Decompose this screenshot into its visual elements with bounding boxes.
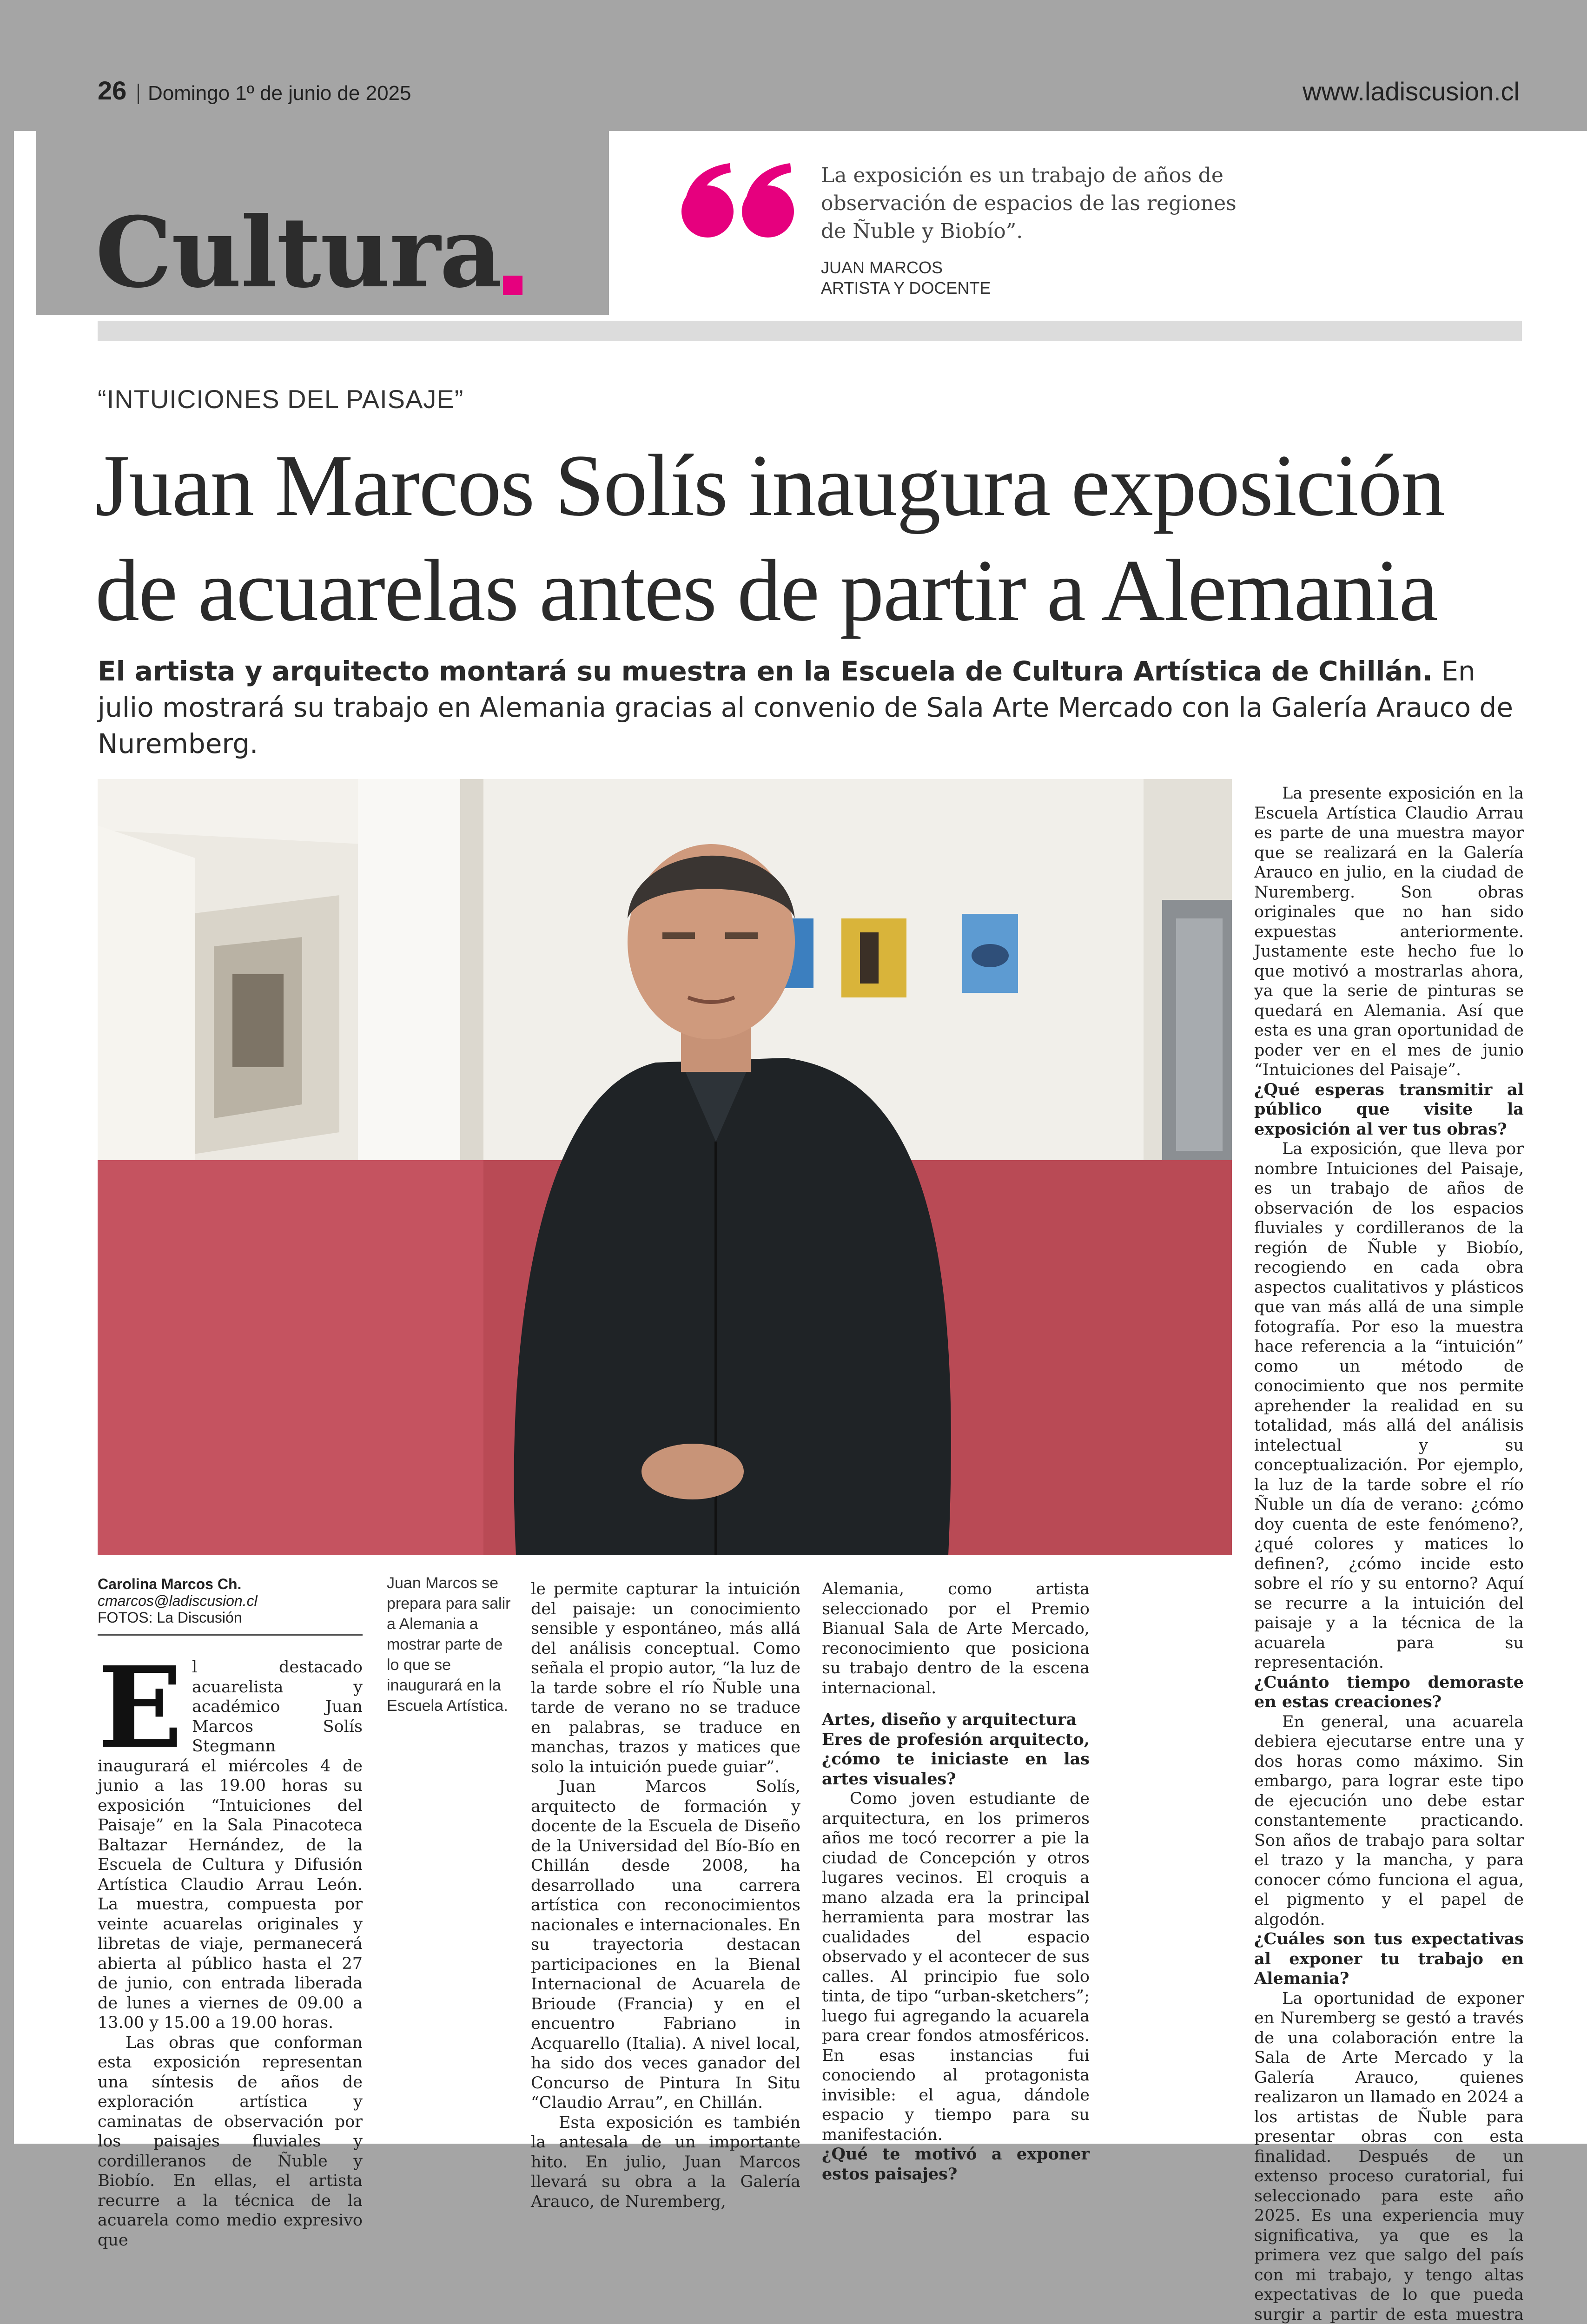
byline-rule — [98, 1634, 363, 1636]
byline — [98, 1576, 363, 1626]
body-paragraph: Esta exposición es también la antesala de un importante hito. En julio, Juan Marcos llevará su obra a la Galería Arauco, de Nuremberg, — [531, 2113, 800, 2212]
subheading: Artes, diseño y arquitectura — [822, 1710, 1090, 1730]
headline-line-2: de acuarelas antes de partir a Alemania — [95, 538, 1574, 643]
body-paragraph: Alemania, como artista seleccionado por el Premio Bianual Sala de Arte Mercado, reconocimiento que posiciona su trabajo dentro de la escena internacional. — [822, 1579, 1090, 1698]
author-email[interactable]: cmarcos@ladiscusion.cl — [98, 1592, 363, 1609]
issue-date: Domingo 1º de junio de 2025 — [148, 82, 411, 105]
site-url: www.ladiscusion.cl — [1303, 76, 1520, 106]
section-title: Cultura — [95, 205, 501, 301]
photo-caption: Juan Marcos se prepara para salir a Alemania a mostrar parte de lo que se inaugurará en la Escuela Artística. — [387, 1573, 512, 1716]
article-headline — [95, 433, 1574, 643]
body-paragraph: La presente exposición en la Escuela Artística Claudio Arrau es parte de una muestra mayor que se realizará en la Galería Arauco en julio, en la ciudad de Nuremberg. Son obras originales que no han sido expuestas anteriormente. Justamente este hecho fue lo que motivó a mostrarlas ahora, ya que la serie de pinturas se quedará en Alemania. Así que esta es una gran oportunidad de poder ver en el mes de junio “Intuiciones del Paisaje”. — [1254, 784, 1524, 1080]
interview-question: ¿Qué te motivó a exponer estos paisajes? — [822, 2145, 1090, 2184]
article-kicker: “INTUICIONES DEL PAISAJE” — [98, 384, 463, 414]
lead-bold: El artista y arquitecto montará su muestra en la Escuela de Cultura Artística de Chillán. — [98, 655, 1433, 687]
quote-mark-icon — [674, 160, 800, 239]
body-paragraph: Las obras que conforman esta exposición representan una síntesis de años de exploración artística y caminatas de observación por los paisajes fluviales y cordilleranos de Ñuble y Biobío. En ellas, el artista recurre a la técnica de la acuarela como medio expresivo que — [98, 2033, 363, 2251]
page-header — [0, 0, 1587, 130]
body-paragraph: La oportunidad de exponer en Nuremberg se gestó a través de una colaboración entre la Sala de Arte Mercado y la Galería Arauco, quienes realizaron un llamado en 2024 a los artistas de Ñuble para presentar obras con esta finalidad. Después de un extenso proceso curatorial, fui seleccionado para este año 2025. Es una experiencia muy significativa, ya que es la primera vez que salgo del país con mi trabajo, y tengo altas expectativas de lo que pueda surgir a partir de esta muestra — [1254, 1989, 1524, 2324]
pull-quote-author-role: ARTISTA Y DOCENTE — [821, 278, 991, 298]
interview-question: ¿Cuánto tiempo demoraste en estas creaciones? — [1254, 1673, 1524, 1712]
drop-cap: E — [98, 1661, 183, 1754]
pull-quote-text: La exposición es un trabajo de años de observación de espacios de las regiones de Ñuble y Biobío”. — [821, 162, 1263, 245]
body-paragraph: Juan Marcos Solís, arquitecto de formación y docente de la Escuela de Diseño de la Universidad del Bío-Bío en Chillán desde 2008, ha desarrollado una carrera artística con reconocimientos nacionales e internacionales. En su trayectoria destacan participaciones en la Bienal Internacional de Acuarela de Brioude (Francia) y en el encuentro Fabriano in Acquarello (Italia). A nivel local, ha sido dos veces ganador del Concurso de Pintura In Situ “Claudio Arrau”, en Chillán. — [531, 1777, 800, 2113]
interview-question: Eres de profesión arquitecto, ¿cómo te iniciaste en las artes visuales? — [822, 1730, 1090, 1789]
article-lead — [98, 653, 1529, 762]
interview-question: ¿Qué esperas transmitir al público que visite la exposición al ver tus obras? — [1254, 1080, 1524, 1140]
lead-rest: En julio mostrará su trabajo en Alemania gracias al convenio de Sala Arte Mercado con la Galería Arauco de Nuremberg. — [98, 655, 1513, 759]
body-column-4 — [1254, 784, 1524, 2324]
header-rule — [98, 321, 1522, 341]
page-number: 26 — [98, 75, 126, 106]
pull-quote-author — [821, 257, 991, 298]
body-paragraph: le permite capturar la intuición del paisaje: un conocimiento sensible y espontáneo, más allá del análisis conceptual. Como señala el propio autor, “la luz de la tarde sobre el río Ñuble una tarde de verano no se traduce en palabras, se traduce en manchas, trazos y matices que solo la intuición puede guiar”. — [531, 1579, 800, 1777]
body-paragraph: En general, una acuarela debiera ejecutarse entre una y dos horas como máximo. Sin embargo, para lograr este tipo de ejecución uno debe estar constantemente practicando. Son años de trabajo para soltar el trazo y la mancha, y para conocer cómo funciona el agua, el pigmento y el papel de algodón. — [1254, 1712, 1524, 1930]
body-column-2 — [531, 1579, 800, 2212]
artist-photo — [98, 779, 1232, 1555]
body-column-1 — [98, 1657, 363, 2250]
body-paragraph: La exposición, que lleva por nombre Intuiciones del Paisaje, es un trabajo de años de observación de los espacios fluviales y cordilleranos de la región de Ñuble y Biobío, recogiendo en cada obra aspectos cualitativos y plásticos que van más allá de una simple fotografía. Por eso la muestra hace referencia a la “intuición” como un método de conocimiento que nos permite aprehender la realidad en su totalidad, más allá del análisis intelectual y su conceptualización. Por ejemplo, la luz de la tarde sobre el río Ñuble un día de verano: ¿cómo doy cuenta de este fenómeno?, ¿qué colores y matices lo definen?, ¿cómo incide esto sobre el río y su entorno? Aquí se recurre a la intuición del paisaje y a la técnica de la acuarela para su representación. — [1254, 1139, 1524, 1673]
author-name: Carolina Marcos Ch. — [98, 1576, 363, 1592]
body-paragraph: Como joven estudiante de arquitectura, en los primeros años me tocó recorrer a pie la ciudad de Concepción y otros lugares vecinos. El croquis a mano alzada era la principal herramienta para mostrar las cualidades del espacio observado y el acontecer de sus calles. Al principio fue solo tinta, de tipo “urban-sketchers”; luego fui agregando la acuarela para crear fondos atmosféricos. En esas instancias fui conociendo al protagonista invisible: el agua, dándole espacio y tiempo para su manifestación. — [822, 1789, 1090, 2145]
pull-quote-author-name: JUAN MARCOS — [821, 257, 991, 278]
photo-credit: FOTOS: La Discusión — [98, 1609, 363, 1626]
body-column-3 — [822, 1579, 1090, 2184]
interview-question: ¿Cuáles son tus expectativas al exponer tu trabajo en Alemania? — [1254, 1929, 1524, 1989]
headline-line-1: Juan Marcos Solís inaugura exposición — [95, 433, 1574, 538]
section-dot-icon — [503, 276, 522, 295]
body-paragraph: l destacado acuarelista y académico Juan Marcos Solís Stegmann inaugurará el miércoles 4 de junio a las 19.00 horas su exposición “Intuiciones del Paisaje” en la Sala Pinacoteca Baltazar Hernández, de la Escuela de Cultura y Difusión Artística Claudio Arrau León. La muestra, compuesta por veinte acuarelas originales y libretas de viaje, permanecerá abierta al público hasta el 27 de junio, con entrada liberada de lunes a viernes de 09.00 a 13.00 y 15.00 a 19.00 horas. — [98, 1657, 363, 2033]
